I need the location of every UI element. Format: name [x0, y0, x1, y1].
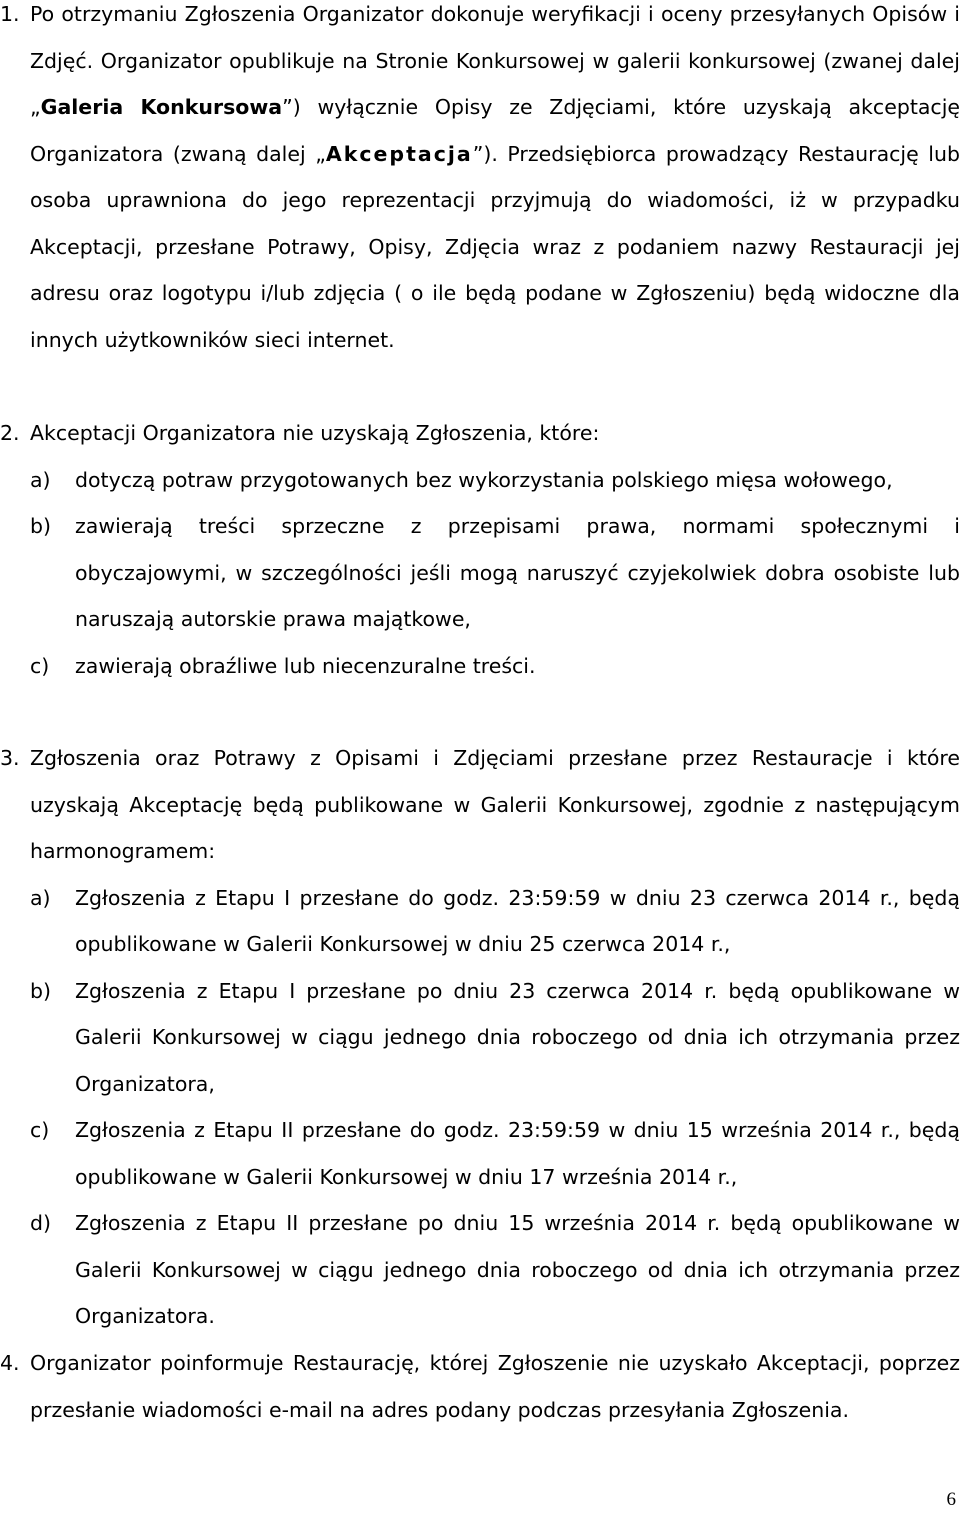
list-item-text: Zgłoszenia z Etapu II przesłane po dniu 15 września 2014 r. będą opublikowane w Galerii Konkursowej w ciągu jednego dnia roboczego od dnia ich otrzymania przez Organizatora.: [75, 1211, 960, 1328]
list-marker: b): [30, 514, 52, 538]
list-item: [30, 643, 960, 690]
list-item-text: Zgłoszenia z Etapu I przesłane po dniu 23 czerwca 2014 r. będą opublikowane w Galerii Konkursowej w ciągu jednego dnia roboczego od dnia ich otrzymania przez Organizatora,: [75, 978, 960, 1096]
paragraph-text: Po otrzymaniu Zgłoszenia Organizator dokonuje weryfikacji i oceny przesyłanych Opisów i Zdjęć. Organizator opublikuje na Stronie Konkursowej w galerii konkursowej (zwanej dalej „: [30, 2, 960, 119]
list-item: [30, 503, 960, 643]
paragraph-text: ”) wyłącznie Opisy ze Zdjęciami, które uzyskają akceptację Organizatora (zwaną dalej „: [30, 95, 960, 166]
paragraph-4: [0, 1340, 960, 1433]
list-marker: a): [30, 885, 51, 910]
list-marker: a): [30, 467, 51, 492]
list-item: [30, 968, 960, 1108]
paragraph-text: Zgłoszenia oraz Potrawy z Opisami i Zdjęciami przesłane przez Restauracje i które uzyskają Akceptację będą publikowane w Galerii Konkursowej, zgodnie z następującym harmonogramem:: [30, 746, 960, 863]
list-item-text: Zgłoszenia z Etapu I przesłane do godz. 23:59:59 w dniu 23 czerwca 2014 r., będą opublikowane w Galerii Konkursowej w dniu 25 czerwca 2014 r.,: [75, 885, 960, 956]
list-marker: d): [30, 1211, 52, 1235]
list-marker: c): [30, 1118, 50, 1142]
paragraph-2: [0, 410, 960, 689]
page-number: 6: [946, 1489, 956, 1510]
list-item-text: zawierają obraźliwe lub niecenzuralne treści.: [75, 653, 536, 678]
paragraph-1: [0, 0, 960, 363]
list-item: [30, 1200, 960, 1340]
list-item: [30, 1107, 960, 1200]
paragraph-3: [0, 735, 960, 1340]
defined-term-galeria-konkursowa: Galeria Konkursowa: [40, 95, 283, 119]
paragraph-text: ”). Przedsiębiorca prowadzący Restaurację lub osoba uprawniona do jego reprezentacji przyjmują do wiadomości, iż w przypadku Akceptacji, przesłane Potrawy, Opisy, Zdjęcia wraz z podaniem nazwy Restauracji jej adresu oraz logotypu i/lub zdjęcia ( o ile będą podane w Zgłoszeniu) będą widoczne dla innych użytkowników sieci internet.: [30, 141, 960, 352]
list-item: [30, 457, 960, 504]
paragraph-number: 3.: [0, 746, 20, 770]
list-item: [30, 875, 960, 968]
list-item-text: dotyczą potraw przygotowanych bez wykorzystania polskiego mięsa wołowego,: [75, 467, 893, 492]
paragraph-number: 2.: [0, 421, 20, 445]
list-marker: b): [30, 978, 52, 1003]
paragraph-number: 1.: [0, 2, 20, 26]
list-item-text: Zgłoszenia z Etapu II przesłane do godz. 23:59:59 w dniu 15 września 2014 r., będą opublikowane w Galerii Konkursowej w dniu 17 września 2014 r.,: [75, 1118, 960, 1189]
paragraph-text: Organizator poinformuje Restaurację, której Zgłoszenie nie uzyskało Akceptacji, poprzez przesłanie wiadomości e-mail na adres podany podczas przesyłania Zgłoszenia.: [30, 1351, 960, 1422]
defined-term-akceptacja: Akceptacja: [325, 141, 473, 166]
paragraph-text: Akceptacji Organizatora nie uzyskają Zgłoszenia, które:: [30, 421, 600, 445]
paragraph-number: 4.: [0, 1351, 20, 1375]
list-item-text: zawierają treści sprzeczne z przepisami prawa, normami społecznymi i obyczajowymi, w szczególności jeśli mogą naruszyć czyjekolwiek dobra osobiste lub naruszają autorskie prawa majątkowe,: [75, 514, 960, 631]
list-marker: c): [30, 653, 50, 678]
